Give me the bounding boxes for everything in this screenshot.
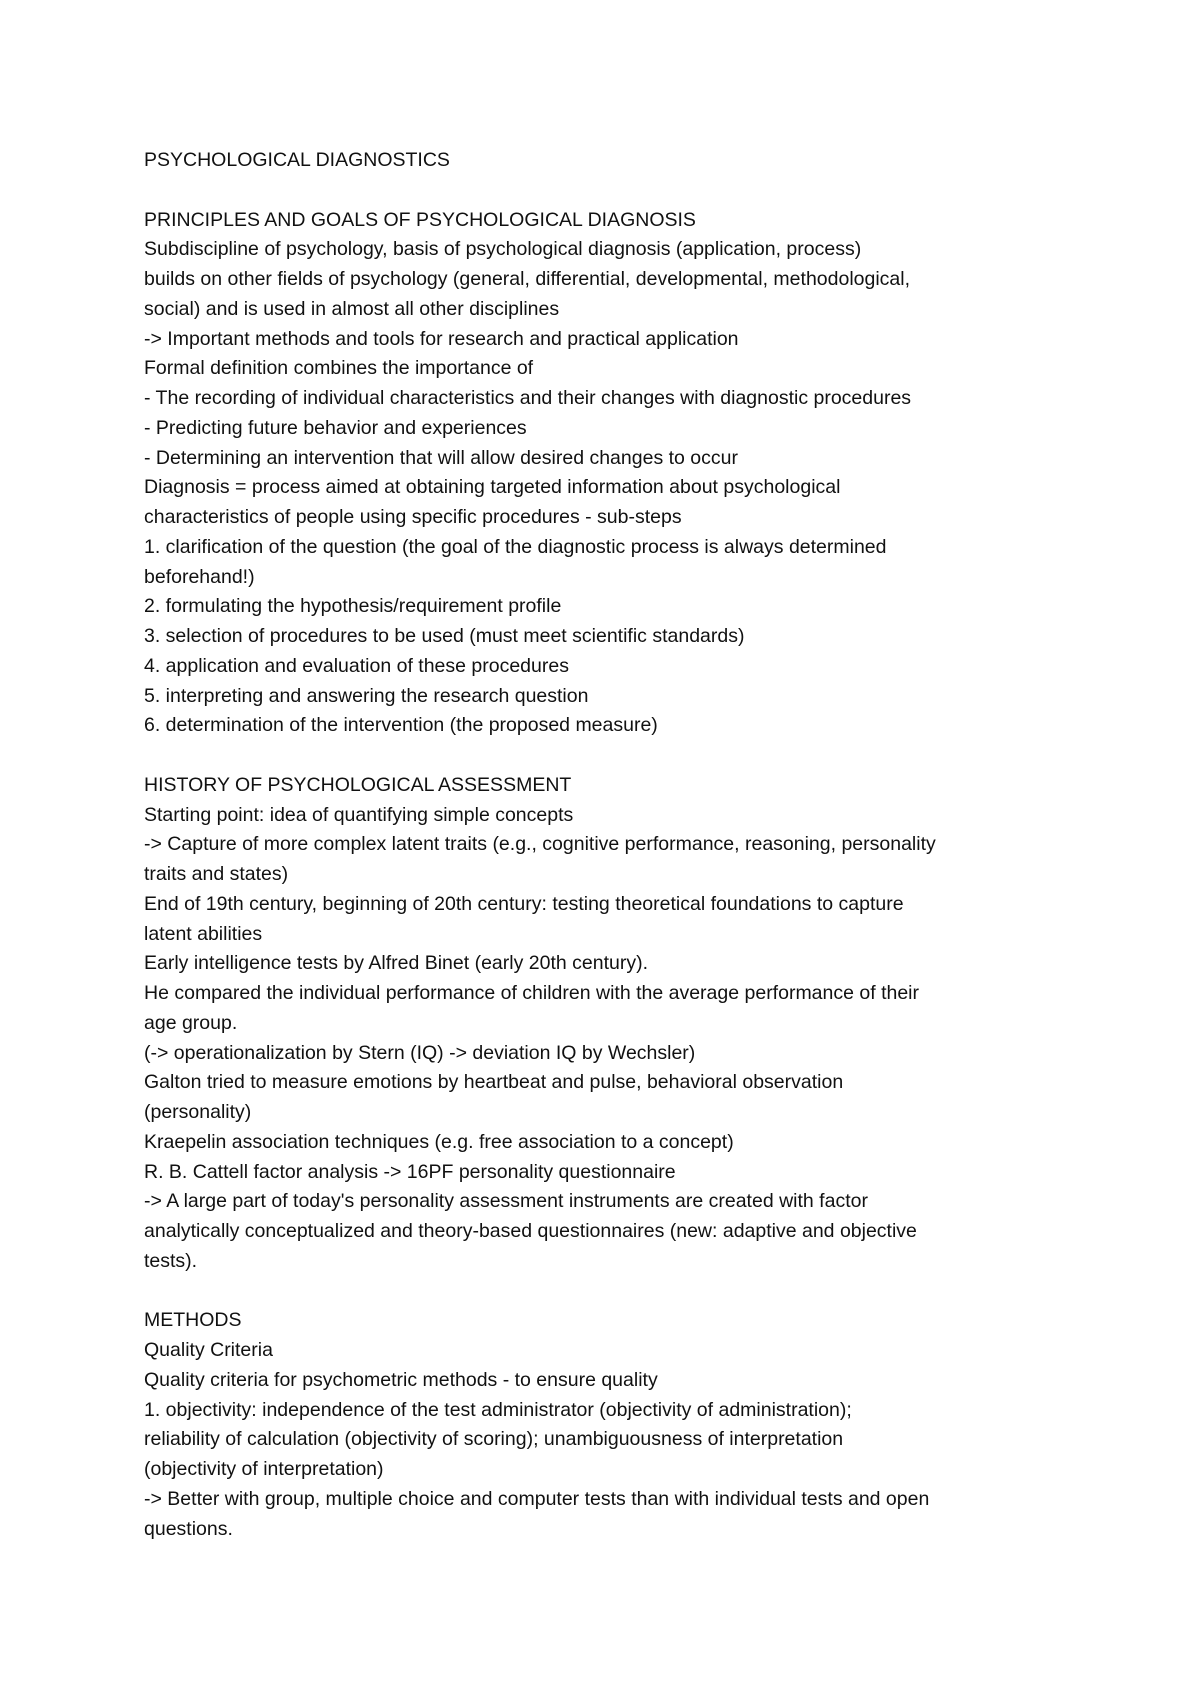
text-line: tests).: [144, 1249, 198, 1272]
text-line: 5. interpreting and answering the research question: [144, 684, 589, 707]
text-line: 1. clarification of the question (the goal of the diagnostic process is always determined: [144, 535, 887, 558]
text-line: Early intelligence tests by Alfred Binet (early 20th century).: [144, 952, 648, 975]
text-line: Starting point: idea of quantifying simple concepts: [144, 803, 574, 826]
text-line: Formal definition combines the importance of: [144, 357, 534, 380]
text-line: (-> operationalization by Stern (IQ) -> deviation IQ by Wechsler): [144, 1041, 696, 1064]
text-line: builds on other fields of psychology (general, differential, developmental, methodological,: [144, 268, 911, 290]
text-line: 2. formulating the hypothesis/requirement profile: [144, 595, 562, 618]
text-line: End of 19th century, beginning of 20th century: testing theoretical foundations to capture: [144, 892, 904, 915]
text-line: -> Important methods and tools for research and practical application: [144, 327, 739, 350]
text-line: reliability of calculation (objectivity of scoring); unambiguousness of interpretation: [144, 1428, 844, 1451]
paragraph-gap: [144, 741, 1084, 771]
text-line: Subdiscipline of psychology, basis of psychological diagnosis (application, process): [144, 238, 862, 261]
text-line: beforehand!): [144, 565, 255, 588]
text-line: - The recording of individual characteristics and their changes with diagnostic procedures: [144, 387, 912, 409]
paragraph-gap: [144, 176, 1084, 206]
text-line: Quality criteria for psychometric methods - to ensure quality: [144, 1368, 658, 1391]
text-line: 3. selection of procedures to be used (must meet scientific standards): [144, 625, 745, 647]
text-line: -> Capture of more complex latent traits (e.g., cognitive performance, reasoning, personality: [144, 833, 936, 856]
text-line: - Determining an intervention that will allow desired changes to occur: [144, 446, 738, 469]
document-title: PSYCHOLOGICAL DIAGNOSTICS: [144, 149, 450, 171]
text-line: (personality): [144, 1101, 252, 1123]
text-line: (objectivity of interpretation): [144, 1458, 384, 1480]
section-heading: HISTORY OF PSYCHOLOGICAL ASSESSMENT: [144, 773, 572, 796]
text-line: age group.: [144, 1011, 238, 1034]
text-line: -> A large part of today's personality assessment instruments are created with factor: [144, 1190, 868, 1213]
text-line: characteristics of people using specific procedures - sub-steps: [144, 506, 682, 528]
text-line: R. B. Cattell factor analysis -> 16PF personality questionnaire: [144, 1160, 676, 1183]
text-line: -> Better with group, multiple choice and computer tests than with individual tests and open: [144, 1487, 930, 1510]
text-line: Kraepelin association techniques (e.g. free association to a concept): [144, 1130, 734, 1153]
text-line: traits and states): [144, 863, 289, 885]
text-line: analytically conceptualized and theory-based questionnaires (new: adaptive and objective: [144, 1220, 917, 1242]
text-line: latent abilities: [144, 922, 263, 945]
section-heading: METHODS: [144, 1309, 242, 1332]
document-body: [144, 146, 1084, 1544]
subsection-heading: Quality Criteria: [144, 1339, 273, 1361]
text-line: 1. objectivity: independence of the test administrator (objectivity of administration);: [144, 1398, 852, 1421]
text-line: social) and is used in almost all other disciplines: [144, 297, 560, 320]
text-line: 4. application and evaluation of these procedures: [144, 654, 569, 677]
text-line: - Predicting future behavior and experiences: [144, 416, 527, 439]
text-line: questions.: [144, 1517, 233, 1540]
text-line: Galton tried to measure emotions by heartbeat and pulse, behavioral observation: [144, 1071, 844, 1094]
paragraph-gap: [144, 1277, 1084, 1307]
section-heading: PRINCIPLES AND GOALS OF PSYCHOLOGICAL DIAGNOSIS: [144, 208, 696, 231]
text-line: 6. determination of the intervention (the proposed measure): [144, 714, 658, 737]
text-line: Diagnosis = process aimed at obtaining targeted information about psychological: [144, 476, 841, 499]
text-line: He compared the individual performance of children with the average performance of their: [144, 982, 920, 1004]
